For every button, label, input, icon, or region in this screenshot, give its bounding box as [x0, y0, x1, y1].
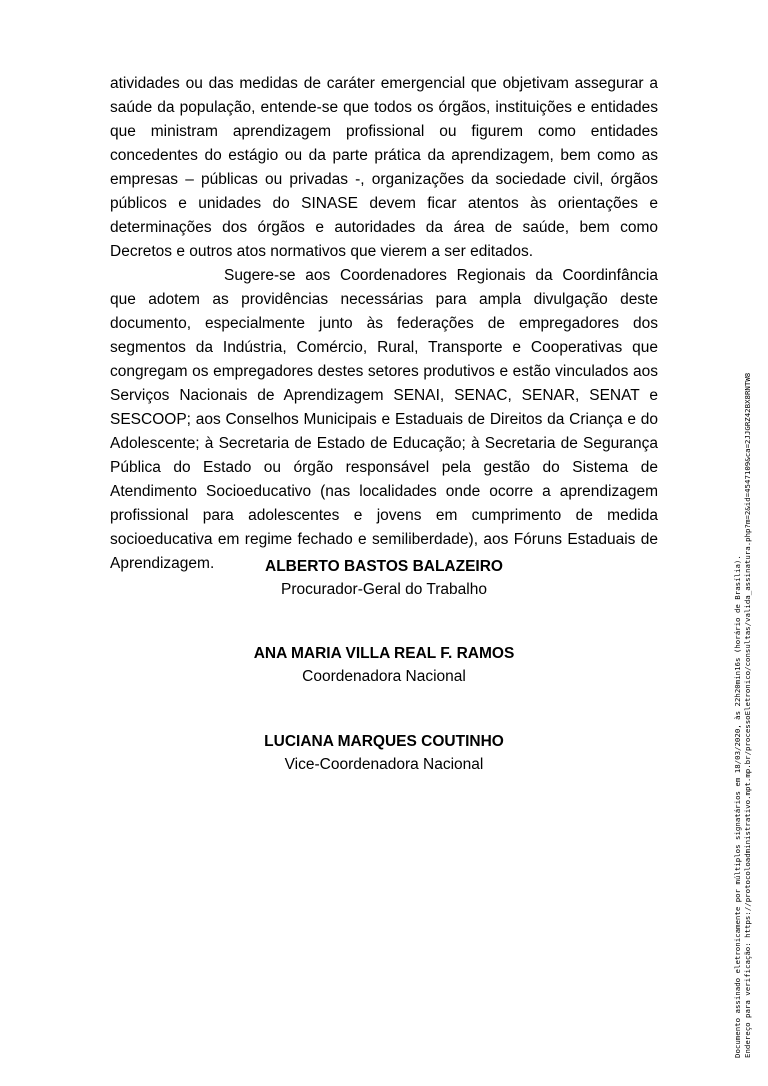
signatory-name: ANA MARIA VILLA REAL F. RAMOS — [253, 645, 515, 662]
signatory-title: Vice-Coordenadora Nacional — [284, 756, 484, 773]
signature-block-3 — [110, 730, 658, 776]
signatory-title: Procurador-Geral do Trabalho — [281, 581, 487, 598]
signature-block-2 — [110, 642, 658, 688]
verification-url-line: Endereço para verificação: https://protocoloadministrativo.mpt.mp.br/processoEletronico/consultas/valida_assinatura.php?m=2&id=4547109&ca=2JJGRZ42BX8RNTW8 — [743, 372, 752, 1058]
signature-note-line-1: Documento assinado eletronicamente por múltiplos signatários em 18/03/2020, às 22h20min16s (horário de Brasília). — [733, 555, 742, 1058]
signature-block-1 — [110, 555, 658, 601]
document-body — [110, 72, 658, 576]
paragraph-2: Sugere-se aos Coordenadores Regionais da Coordinfância que adotem as providências necessárias para ampla divulgação deste documento, especialmente junto às federações de empregadores dos segmentos da Indústria, Comércio, Rural, Transporte e Cooperativas que congregam os empregadores destes setores produtivos e estão vinculados aos Serviços Nacionais de Aprendizagem SENAI, SENAC, SENAR, SENAT e SESCOOP; aos Conselhos Municipais e Estaduais de Direitos da Criança e do Adolescente; à Secretaria de Estado de Educação; à Secretaria de Segurança Pública do Estado ou órgão responsável pela gestão do Sistema de Atendimento Socioeducativo (nas localidades onde ocorre a aprendizagem profissional para adolescentes e jovens em cumprimento de medida socioeducativa em regime fechado e semiliberdade), aos Fóruns Estaduais de Aprendizagem. — [110, 267, 658, 572]
signatory-name: LUCIANA MARQUES COUTINHO — [264, 733, 504, 750]
electronic-signature-note — [733, 58, 753, 1058]
signatory-title: Coordenadora Nacional — [302, 668, 466, 685]
signatory-name: ALBERTO BASTOS BALAZEIRO — [265, 558, 503, 575]
paragraph-1: atividades ou das medidas de caráter emergencial que objetivam assegurar a saúde da população, entende-se que todos os órgãos, instituições e entidades que ministram aprendizagem profissional ou figurem como entidades concedentes do estágio ou da parte prática da aprendizagem, bem como as empresas – públicas ou privadas -, organizações da sociedade civil, órgãos públicos e unidades do SINASE devem ficar atentos às orientações e determinações dos órgãos e autoridades da área de saúde, bem como Decretos e outros atos normativos que vierem a ser editados. — [110, 75, 658, 260]
